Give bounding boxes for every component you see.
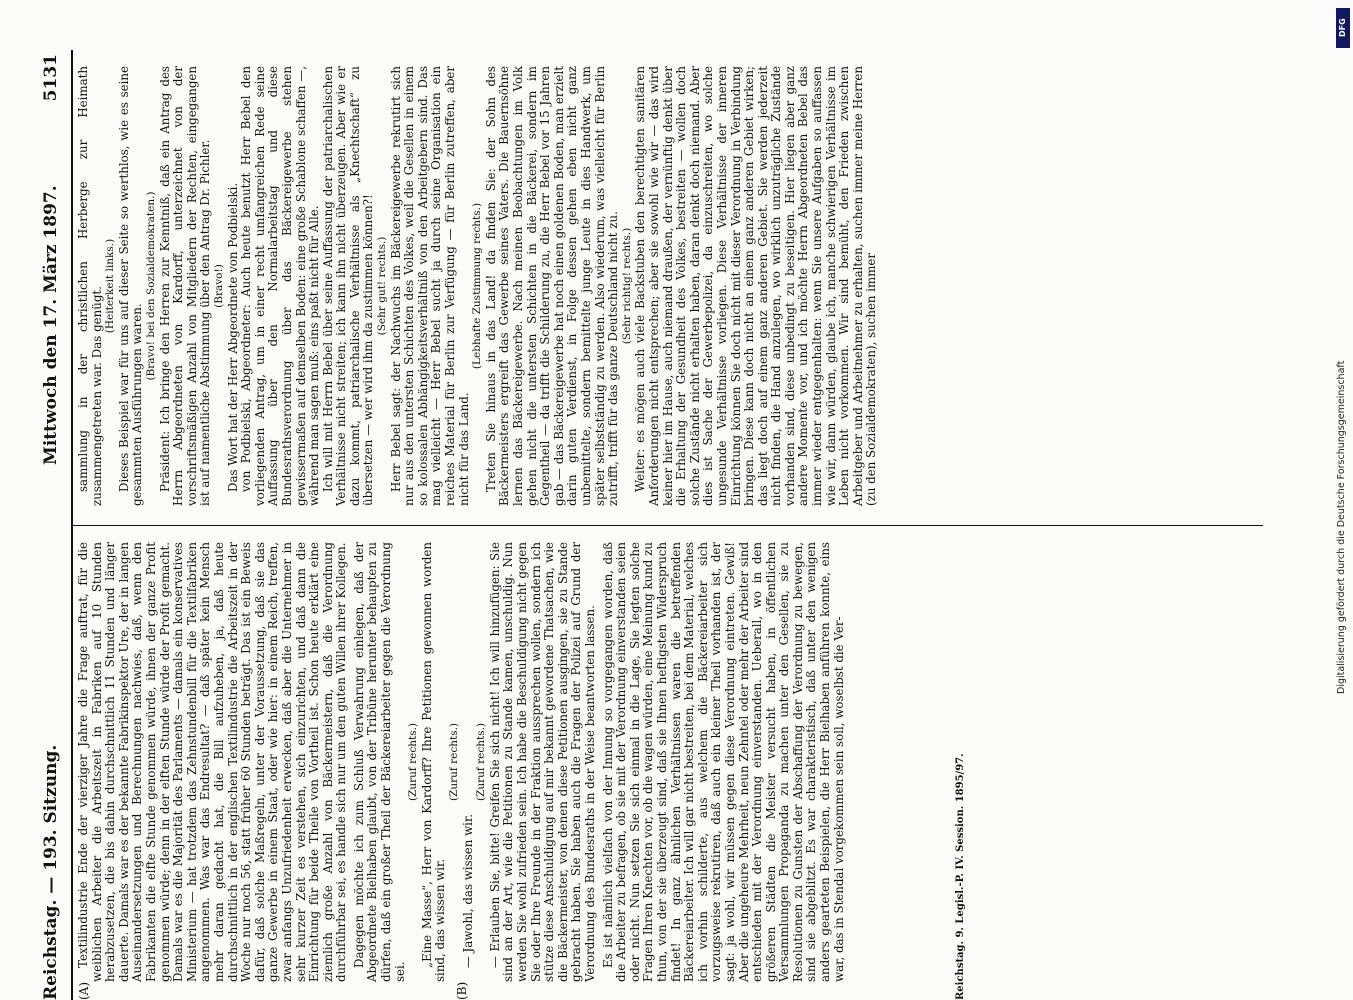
page-footer: Reichstag. 9. Legisl.-P. IV. Session. 1895/97.	[955, 753, 966, 1000]
paragraph: — Jawohl, das wissen wir.	[460, 813, 475, 968]
paragraph: von Podbielski, Abgeordneter: Auch heute benutzt Herr Bebel den vorliegenden Antrag, um in einer recht umfangreichen Rede seine Auffassung über den Normalarbeitstag und diese Bundesrathsverordnung über das Bäckereigewerbe stehen gewissermaßen auf demselben Boden: eine große Schablone schaffen —, während man sagen muß: eins paßt nicht für Alle.	[239, 66, 322, 506]
left-column	[77, 542, 846, 982]
paragraph: sammlung in der christlichen Herberge zur Heimath zusammengetreten war. Das genügt.	[76, 66, 104, 506]
column-separator	[73, 525, 1263, 526]
interjection: (Sehr gut! rechts.)	[376, 236, 389, 336]
paragraph: Weiter: es mögen auch viele Backstuben den berechtigten sanitären Anforderungen nicht entsprechen; aber sie sowohl wie wir — das wird keiner hier im Hause, auch niemand draußen, der vernünftig denkt über die Erhaltung der Gesundheit des Volkes, bestreiten — wollen doch solche Zustände nicht erhalten haben, daran denkt doch niemand. Aber dies ist Sache der Gewerbepolizei, da einzuschreiten, wo solche ungesunde Verhältnisse vorliegen. Diese Verhältnisse der inneren Einrichtung können Sie doch nicht mit dieser Verordnung in Verbindung bringen. Diese kann doch nicht an einem ganz anderen Gebiet wirken; das liegt doch auf einem ganz anderen Gebiet. Sie werden jederzeit nicht finden, die Hand anzulegen, wo wirklich unzuträgliche Zustände vorhanden sind, diese unbedingt zu beseitigen. Hier liegen aber ganz andere Momente vor, und ich möchte Herrn Abgeordneten Bebel das immer wieder entgegenhalten: wenn Sie unsere Aufgaben so auffassen wie wir, dann würden, glaube ich, manche schwierigen Verhältnisse im Leben nicht vorkommen. Wir sind bemüht, den Frieden zwischen Arbeitgeber und Arbeitnehmer zu erhalten, suchen immer meine Herren (zu den Sozialdemokraten), suchen immer	[633, 66, 879, 506]
interjection: (Bravo! bei den Sozialdemokraten.)	[144, 191, 157, 381]
paragraph: Ich will mit Herrn Bebel über seine Auffassung der patriarchalischen Verhältnisse nicht streiten; ich kann ihn nicht überzeugen. Aber wie er dazu kommt, patriarchalische Verhältnisse als „Knechtschaft“ zu übersetzen — wer wird ihm da zustimmen können?!	[320, 66, 376, 506]
interjection: (Zuruf rechts.)	[448, 722, 461, 802]
paragraph: Es ist nämlich vielfach von der Innung so vorgegangen worden, daß die Arbeiter zu befragen, ob sie mit der Verordnung einverstanden seien oder nicht. Nun setzen Sie sich einmal in die Lage, Sie legten solche Fragen Ihren Knechten vor, ob die wagen würden, eine Meinung kund zu thun, von der sie überzeugt sind, daß sie Ihnen heftigsten Widerspruch findet! In ganz ähnlichen Verhältnissen waren die betreffenden Bäckereiarbeiter. Ich will gar nicht bestreiten, bei dem Material, welches ich vorhin schilderte, aus welchem die Bäckereiarbeiter sich vorzugsweise rekrutiren, daß auch ein kleiner Theil vorhanden ist, der sagt: ja wohl, wir müssen gegen diese Verordnung eintreten. Gewiß! Aber die ungeheure Mehrheit, neun Zehntel oder mehr der Arbeiter sind entschieden mit der Verordnung einverstanden. Ueberall, wo in den größeren Städten die Meister versucht haben, in öffentlichen Versammlungen Propaganda zu machen unter den Gesellen, sie zu Resolutionen zu Gunsten der Abschaffung der Verordnung zu bewegen, sind sie abgeblitzt. Es war charakteristisch, daß unter den wenigen anders gearteten Beispielen, die Herr Bielhaben anführen konnte, eins war, das in Stendal vorgekommen sein soll, woselbst die Ver-	[600, 542, 846, 982]
funding-sidebar	[1336, 8, 1350, 828]
interjection: (Zuruf rechts.)	[475, 722, 488, 802]
funding-credit: Digitalisierung gefördert durch die Deutsche Forschungsgemeinschaft	[1336, 360, 1347, 694]
running-head: Reichstag. — 193. Sitzung.	[41, 744, 61, 1000]
paragraph: „Eine Masse“, Herr von Kardorff? Ihre Petitionen gewonnen worden sind, das wissen wir.	[419, 542, 448, 982]
page-number: 5131	[41, 54, 61, 102]
interjection: (Lebhafte Zustimmung rechts.)	[471, 202, 484, 370]
interjection: (Zuruf rechts.)	[407, 722, 420, 802]
paragraph: Dieses Beispiel war für uns auf dieser Seite so werthlos, wie es seine gesammten Ausführungen waren.	[116, 66, 145, 506]
page-header	[37, 50, 67, 1000]
rotated-page-content	[37, 50, 1277, 1000]
paragraph: Textilindustrie Ende der vierziger Jahre die Frage auftrat, für die weiblichen Arbeiter die Arbeitszeit in Fabriken auf 10 Stunden herabzusetzen, die bis dahin durchschnittlich 11 Stunden und länger dauerte. Damals war es der bekannte Fabrikinspektor Ure, der in langen Auseinandersetzungen und Berechnungen nachwies, daß, wenn den Fabrikanten die elfte Stunde genommen würde, ihnen der ganze Profit genommen würde; denn in der elften Stunde würde der Profit gemacht. Damals war es die Majorität des Parlaments — damals ein konservatives Ministerium — hat trotzdem das Zehnstundenbill für die Textilfabriken angenommen. Was war das Endresultat? — daß später kein Mensch mehr daran gedacht hat, die Bill aufzuheben, ja, daß heute durchschnittlich in der englischen Textilindustrie die Arbeitszeit in der Woche nur noch 56, statt früher 60 Stunden beträgt. Das ist ein Beweis dafür, daß solche Maßregeln, unter der Voraussetzung, daß sie das ganze Gewerbe in einem Staat, oder wie hier: in einem Reich, treffen, zwar anfangs Unzufriedenheit erwecken, daß aber die Unternehmer in sehr kurzer Zeit es verstehen, sich einzurichten, und daß dann die Einrichtung für beide Theile von Vortheil ist. Schon heute erklärt eine ziemlich große Anzahl von Bäckermeistern, daß die Verordnung durchführbar sei, es handle sich nur um den guten Willen ihrer Kollegen.	[76, 542, 349, 982]
right-column	[77, 66, 879, 506]
dfg-logo: DFG	[1336, 8, 1350, 48]
interjection: (Bravo!)	[212, 264, 225, 308]
interjection: (Sehr richtig! rechts.)	[620, 227, 633, 345]
margin-marker-a: (A)	[77, 981, 91, 1000]
margin-marker-b: (B)	[455, 981, 469, 1000]
interjection: (Heiterkeit links.)	[104, 238, 117, 334]
paragraph: Das Wort hat der Herr Abgeordnete von Podbielski.	[225, 182, 240, 492]
paragraph: Treten Sie hinaus in das Land! da finden Sie: der Sohn des Bäckermeisters ergreift das Gewerbe seines Vaters. Die Bauernsöhne lernen das Bäckereigewerbe. Nach meinen Beobachtungen im Volk gehen nicht die untersten Schichten in die Bäckerei, sondern im Gegentheil — da trifft die Schilderung zu, die Herr Bebel vor 15 Jahren gab — das Bäckereigewerbe hat noch einen goldenen Boden, man erzielt darin guten Verdienst, in Folge dessen gehen eben nicht ganz unbemittelte, sondern bemittelte junge Leute in dies Handwerk, um später selbstständig zu werden. Also wiederum, was vielleicht für Berlin zutrifft, trifft für das ganze Deutschland nicht zu.	[483, 66, 621, 506]
paragraph: Präsident: Ich bringe den Herren zur Kenntniß, daß ein Antrag des Herrn Abgeordneten von Kardorff, unterzeichnet von der vorschriftsmäßigen Anzahl von Mitgliedern der Rechten, eingegangen ist auf namentliche Abstimmung über den Antrag Dr. Pichler.	[157, 66, 213, 506]
paragraph: Dagegen möchte ich zum Schluß Verwahrung einlegen, daß der Abgeordnete Bielhaben glaubt, von der Tribüne herunter behaupten zu dürfen, daß ein großer Theil der Bäckereiarbeiter gegen die Verordnung sei.	[351, 542, 407, 982]
paragraph: Herr Bebel sagt: der Nachwuchs im Bäckereigewerbe rekrutirt sich nur aus den untersten Schichten des Volkes, weil die Gesellen in einem so kolossalen Abhängigkeitsverhältniß von den Arbeitgebern sind. Das mag vielleicht — Herr Bebel sucht ja durch seine Organisation ein reiches Material für Berlin zur Verfügung — für Berlin zutreffen, aber nicht für das Land.	[388, 66, 471, 506]
date-head: Mittwoch den 17. März 1897.	[41, 185, 61, 465]
paragraph: — Erlauben Sie, bitte! Greifen Sie sich nicht! Ich will hinzufügen: Sie sind an der Art, wie die Petitionen zu Stande kamen, unschuldig. Nun werden Sie wohl zufrieden sein. Ich habe die Beschuldigung nicht gegen Sie oder Ihre Freunde in der Fraktion aussprechen wollen, sondern ich stütze diese Anschuldigung auf mir bekannt gewordene Thatsachen, wie die Bäckermeister, von denen diese Petitionen ausgingen, sie zu Stande gebracht haben. Sie haben auch die Fragen der Polizei auf Grund der Verordnung des Bundesraths in der Weise beantworten lassen.	[487, 542, 597, 982]
